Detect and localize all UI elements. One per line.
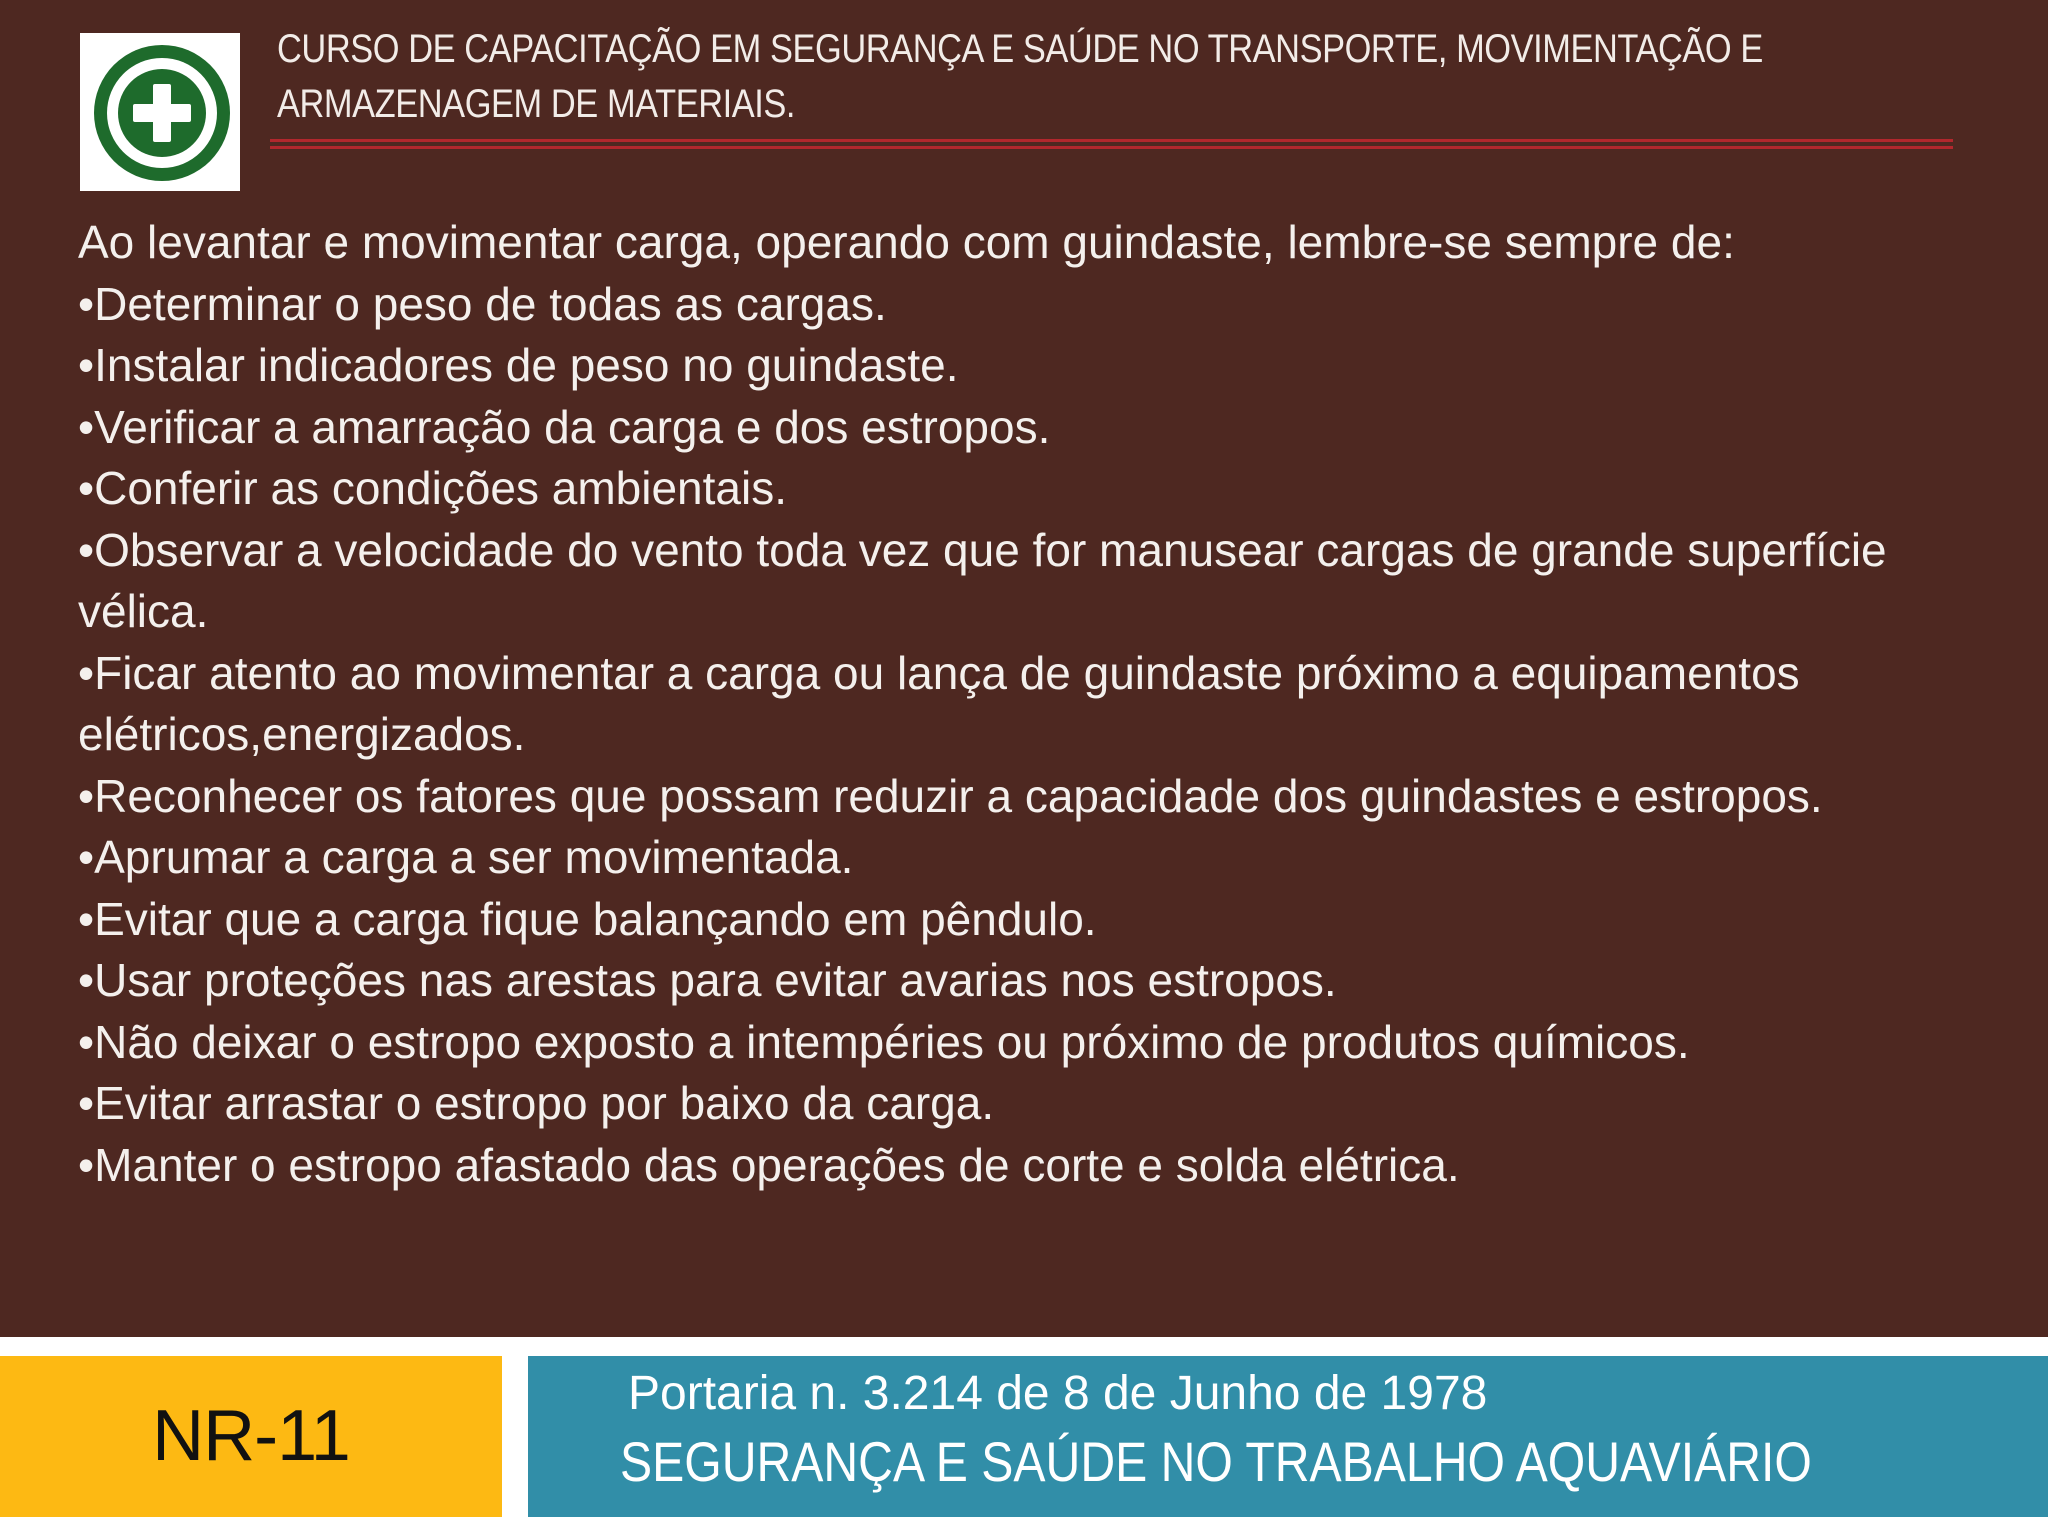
list-item: •Verificar a amarração da carga e dos estropos. [78, 400, 1051, 453]
list-item: •Instalar indicadores de peso no guindaste. [78, 339, 959, 391]
list-item: •Conferir as condições ambientais. [78, 462, 788, 514]
nr-label: NR-11 [152, 1396, 350, 1476]
green-cross-plus-icon [80, 33, 240, 191]
list-item: •Não deixar o estropo exposto a intempéries ou próximo de produtos químicos. [78, 1015, 1690, 1068]
header-rule-top [270, 139, 1953, 142]
list-item: •Determinar o peso de todas as cargas. [78, 277, 887, 330]
list-item: •Manter o estropo afastado das operações de corte e solda elétrica. [78, 1138, 1460, 1191]
list-item: •Aprumar a carga a ser movimentada. [78, 831, 854, 883]
course-title-line-1: CURSO DE CAPACITAÇÃO EM SEGURANÇA E SAÚDE NO TRANSPORTE, MOVIMENTAÇÃO E [277, 27, 1763, 71]
footer-subtitle: SEGURANÇA E SAÚDE NO TRABALHO AQUAVIÁRIO [620, 1430, 1812, 1493]
course-title-line-2: ARMAZENAGEM DE MATERIAIS. [277, 82, 796, 126]
logo [80, 33, 240, 191]
portaria-panel [528, 1356, 2048, 1517]
list-item: •Evitar que a carga fique balançando em pêndulo. [78, 892, 1097, 945]
body-text [78, 212, 1978, 1196]
header-rule-bottom [270, 146, 1953, 149]
list-item: •Reconhecer os fatores que possam reduzir a capacidade dos guindastes e estropos. [78, 769, 1823, 822]
intro-text: Ao levantar e movimentar carga, operando com guindaste, lembre-se sempre de: [78, 216, 1735, 268]
list-item: •Ficar atento ao movimentar a carga ou lança de guindaste próximo a equipamentos elétricos,energizados. [78, 646, 1800, 760]
list-item: •Evitar arrastar o estropo por baixo da carga. [78, 1077, 995, 1129]
list-item: •Usar proteções nas arestas para evitar avarias nos estropos. [78, 954, 1337, 1006]
portaria-text: Portaria n. 3.214 de 8 de Junho de 1978 [628, 1367, 1488, 1420]
course-title [277, 22, 1763, 132]
list-item: •Observar a velocidade do vento toda vez que for manusear cargas de grande superfície vélica. [78, 523, 1887, 637]
nr-badge [0, 1356, 502, 1517]
